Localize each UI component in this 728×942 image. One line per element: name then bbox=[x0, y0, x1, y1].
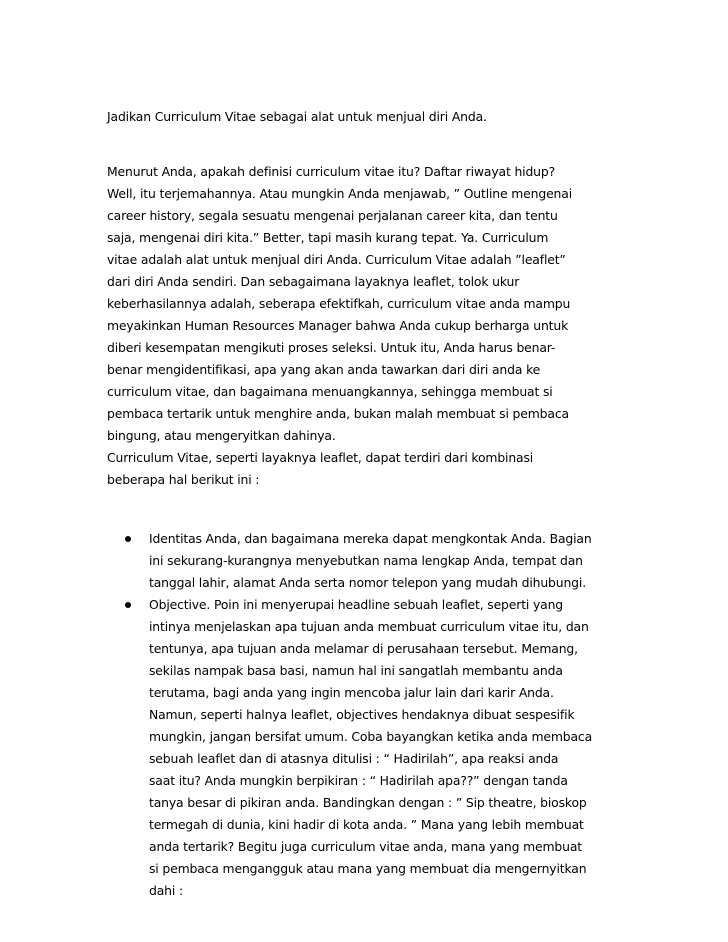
paragraph-line: beberapa hal berikut ini : bbox=[107, 472, 260, 487]
paragraph-line: bingung, atau mengeryitkan dahinya. bbox=[107, 428, 336, 443]
paragraph-line: Well, itu terjemahannya. Atau mungkin Anda menjawab, ” Outline mengenai bbox=[107, 186, 572, 201]
paragraph-line: pembaca tertarik untuk menghire anda, bukan malah membuat si pembaca bbox=[107, 406, 569, 421]
list-item-line: ini sekurang-kurangnya menyebutkan nama lengkap Anda, tempat dan bbox=[149, 553, 583, 568]
paragraph-line: career history, segala sesuatu mengenai perjalanan career kita, dan tentu bbox=[107, 208, 558, 223]
paragraph-line: saja, mengenai diri kita.” Better, tapi masih kurang tepat. Ya. Curriculum bbox=[107, 230, 549, 245]
paragraph-line: Menurut Anda, apakah definisi curriculum vitae itu? Daftar riwayat hidup? bbox=[107, 164, 556, 179]
list-item-line: Objective. Poin ini menyerupai headline sebuah leaflet, seperti yang bbox=[149, 597, 564, 612]
bullet-icon bbox=[125, 536, 131, 542]
document-title: Jadikan Curriculum Vitae sebagai alat untuk menjual diri Anda. bbox=[107, 109, 487, 124]
paragraph-line: vitae adalah alat untuk menjual diri Anda. Curriculum Vitae adalah ”leaflet” bbox=[107, 252, 566, 267]
list-item-line: intinya menjelaskan apa tujuan anda membuat curriculum vitae itu, dan bbox=[149, 619, 589, 634]
list-item-line: sebuah leaflet dan di atasnya ditulisi : “ Hadirilah”, apa reaksi anda bbox=[149, 751, 559, 766]
list-item-line: anda tertarik? Begitu juga curriculum vitae anda, mana yang membuat bbox=[149, 839, 583, 854]
paragraph-line: dari diri Anda sendiri. Dan sebagaimana layaknya leaflet, tolok ukur bbox=[107, 274, 520, 289]
list-item-line: Identitas Anda, dan bagaimana mereka dapat mengkontak Anda. Bagian bbox=[149, 531, 592, 546]
paragraph-line: diberi kesempatan mengikuti proses seleksi. Untuk itu, Anda harus benar- bbox=[107, 340, 556, 355]
list-item-line: si pembaca mengangguk atau mana yang membuat dia mengernyitkan bbox=[149, 861, 587, 876]
list-item-line: termegah di dunia, kini hadir di kota anda. ” Mana yang lebih membuat bbox=[149, 817, 584, 832]
list-item-line: saat itu? Anda mungkin berpikiran : “ Hadirilah apa??” dengan tanda bbox=[149, 773, 568, 788]
paragraph-line: Curriculum Vitae, seperti layaknya leaflet, dapat terdiri dari kombinasi bbox=[107, 450, 534, 465]
paragraph-line: keberhasilannya adalah, seberapa efektifkah, curriculum vitae anda mampu bbox=[107, 296, 571, 311]
bullet-icon bbox=[125, 602, 131, 608]
paragraph-line: curriculum vitae, dan bagaimana menuangkannya, sehingga membuat si bbox=[107, 384, 553, 399]
list-item-line: Namun, seperti halnya leaflet, objectives hendaknya dibuat sespesifik bbox=[149, 707, 575, 722]
list-item-line: tentunya, apa tujuan anda melamar di perusahaan tersebut. Memang, bbox=[149, 641, 578, 656]
list-item-line: tanya besar di pikiran anda. Bandingkan dengan : ” Sip theatre, bioskop bbox=[149, 795, 587, 810]
paragraph-line: meyakinkan Human Resources Manager bahwa Anda cukup berharga untuk bbox=[107, 318, 569, 333]
list-item-line: mungkin, jangan bersifat umum. Coba bayangkan ketika anda membaca bbox=[149, 729, 593, 744]
list-item-line: tanggal lahir, alamat Anda serta nomor telepon yang mudah dihubungi. bbox=[149, 575, 586, 590]
paragraph-line: benar mengidentifikasi, apa yang akan anda tawarkan dari diri anda ke bbox=[107, 362, 541, 377]
list-item-line: sekilas nampak basa basi, namun hal ini sangatlah membantu anda bbox=[149, 663, 563, 678]
list-item-line: terutama, bagi anda yang ingin mencoba jalur lain dari karir Anda. bbox=[149, 685, 554, 700]
list-item-line: dahi : bbox=[149, 883, 183, 898]
